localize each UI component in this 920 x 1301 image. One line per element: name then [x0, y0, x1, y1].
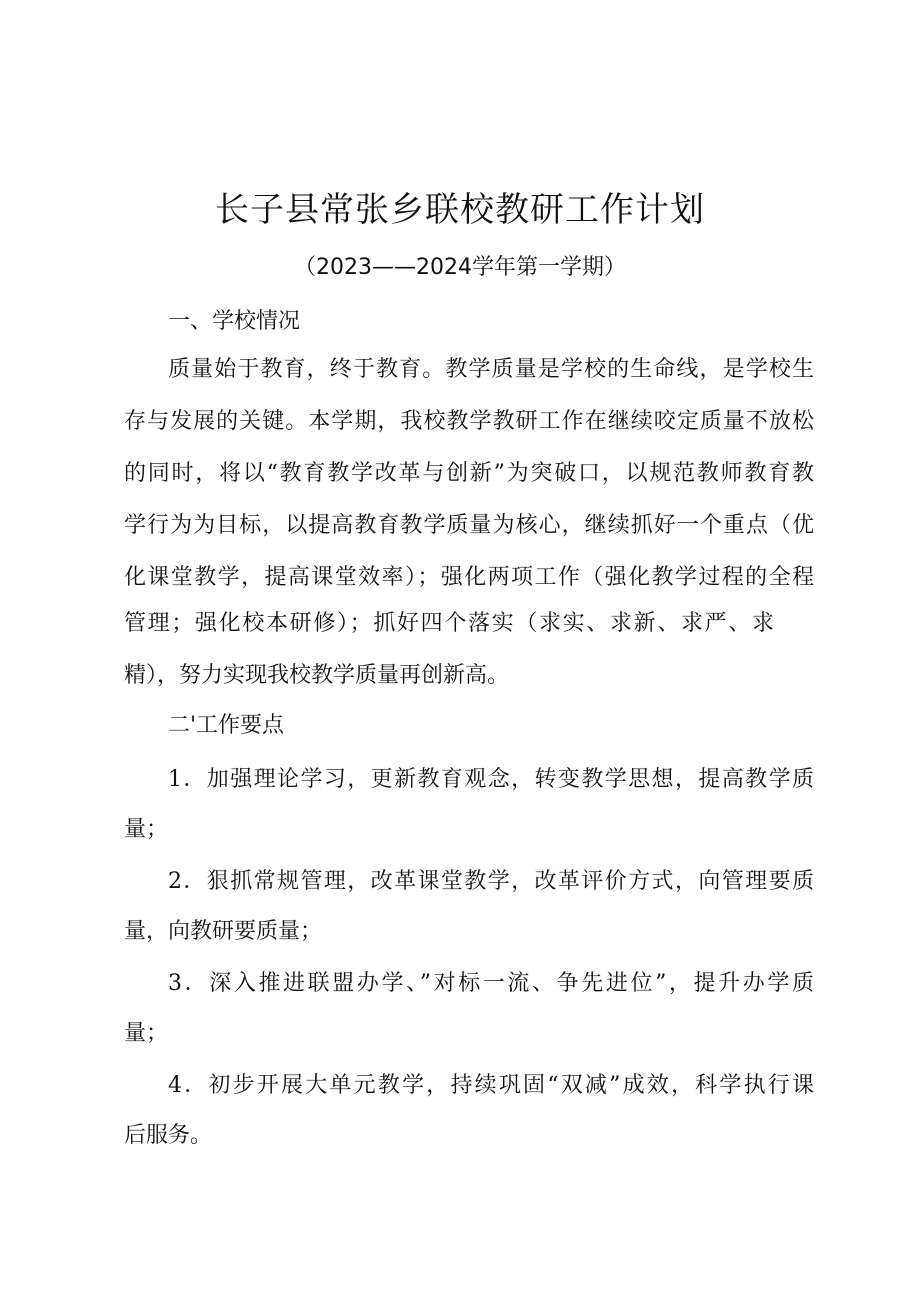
- paragraph-line: 管理；强化校本研修）；抓好四个落实（求实、求新、求严、求: [124, 611, 774, 636]
- list-item: 1．加强理论学习，更新教育观念，转变教学思想，提高教学质: [168, 767, 814, 792]
- list-item: 3．深入推进联盟办学、”对标一流、争先进位”，提升办学质: [168, 971, 814, 996]
- list-item-continuation: 量，向教研要质量；: [124, 919, 323, 944]
- section-heading-school-situation: 一、学校情况: [168, 309, 301, 334]
- list-item-continuation: 量；: [124, 817, 169, 842]
- paragraph-line: 质量始于教育，终于教育。教学质量是学校的生命线，是学校生: [168, 357, 814, 382]
- list-item-continuation: 量；: [124, 1021, 169, 1046]
- paragraph-line: 化课堂教学，提高课堂效率）；强化两项工作（强化教学过程的全程: [124, 565, 814, 590]
- list-item: 4．初步开展大单元教学，持续巩固“双减”成效，科学执行课: [168, 1073, 814, 1098]
- document-subtitle: （2023——2024学年第一学期）: [294, 255, 626, 280]
- list-item-continuation: 后服务。: [124, 1123, 213, 1148]
- paragraph-line: 学行为为目标，以提高教育教学质量为核心，继续抓好一个重点（优: [124, 513, 814, 538]
- list-item: 2．狠抓常规管理，改革课堂教学，改革评价方式，向管理要质: [168, 869, 814, 894]
- paragraph-line: 的同时，将以“教育教学改革与创新”为突破口，以规范教师教育教: [124, 461, 814, 486]
- paragraph-line: 精），努力实现我校教学质量再创新高。: [124, 663, 510, 688]
- section-heading-work-points: 二'工作要点: [168, 713, 285, 738]
- document-title: 长子县常张乡联校教研工作计划: [215, 190, 705, 230]
- paragraph-line: 存与发展的关键。本学期，我校教学教研工作在继续咬定质量不放松: [124, 409, 814, 434]
